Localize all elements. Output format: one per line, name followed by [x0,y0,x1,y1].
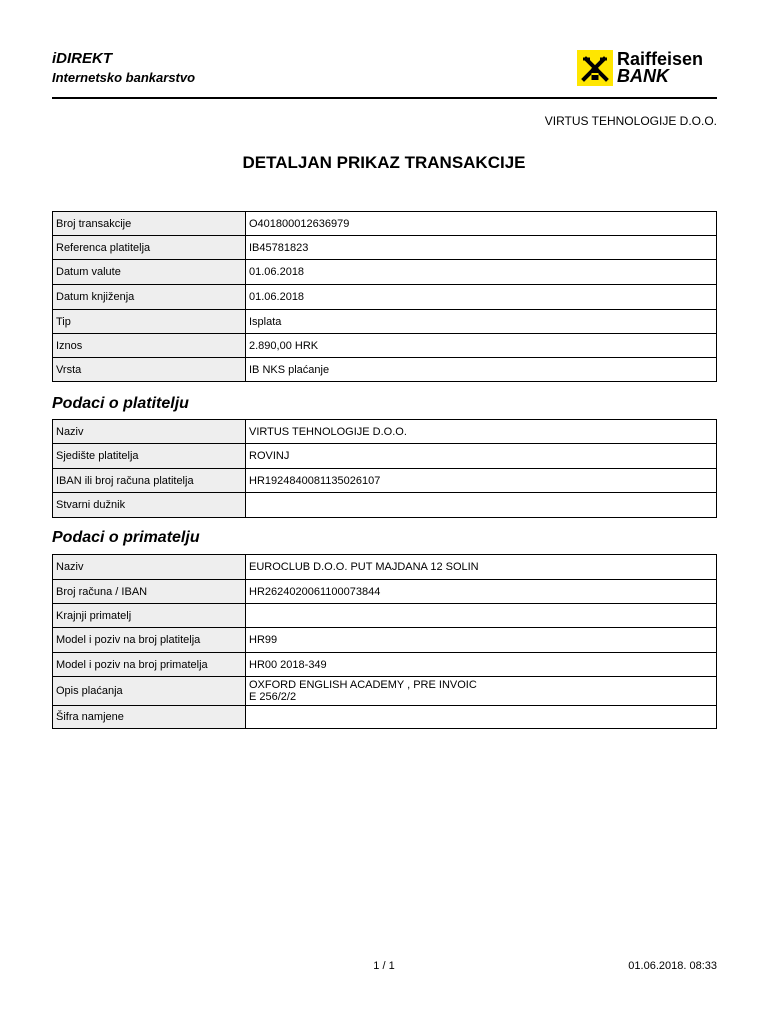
payee-table [52,554,717,729]
table-row [53,493,717,518]
table-row [53,469,717,493]
table-row [53,580,717,604]
payer-section-title: Podaci o platitelju [52,395,189,412]
payee-section-title: Podaci o primatelju [52,529,200,546]
field-label: Broj računa / IBAN [53,580,246,604]
table-row [53,706,717,729]
field-value [246,677,717,706]
field-label: Naziv [53,555,246,580]
field-value: Isplata [246,310,717,334]
table-row [53,653,717,677]
logo-line-2: BANK [616,66,669,86]
page-header [52,48,717,98]
table-row [53,604,717,628]
field-label: Opis plaćanja [53,677,246,706]
table-row [53,310,717,334]
field-value: 01.06.2018 [246,260,717,285]
field-label: Broj transakcije [53,212,246,236]
table-row [53,444,717,469]
field-value: HR2624020061100073844 [246,580,717,604]
field-value [246,493,717,518]
field-label: Datum valute [53,260,246,285]
field-label: Model i poziv na broj primatelja [53,653,246,677]
field-value: IB NKS plaćanje [246,358,717,382]
field-label: Naziv [53,420,246,444]
field-value: O401800012636979 [246,212,717,236]
field-label: Model i poziv na broj platitelja [53,628,246,653]
field-label: Datum knjiženja [53,285,246,310]
bank-logo [577,48,703,88]
table-row [53,358,717,382]
field-value: EUROCLUB D.O.O. PUT MAJDANA 12 SOLIN [246,555,717,580]
table-row [53,555,717,580]
field-value: IB45781823 [246,236,717,260]
table-row [53,420,717,444]
field-value: 2.890,00 HRK [246,334,717,358]
field-value [246,604,717,628]
print-datetime: 01.06.2018. 08:33 [628,960,717,972]
page-title: DETALJAN PRIKAZ TRANSAKCIJE [242,153,526,172]
table-row [53,628,717,653]
brand-title: iDIREKT [52,50,112,67]
field-value: HR1924840081135026107 [246,469,717,493]
table-row [53,212,717,236]
field-label: Iznos [53,334,246,358]
field-value: 01.06.2018 [246,285,717,310]
logo-wordmark [617,51,703,85]
field-value: HR00 2018-349 [246,653,717,677]
raiffeisen-gable-cross-icon [577,50,613,86]
header-divider [52,97,717,99]
table-row [53,677,717,706]
logo-line-1: Raiffeisen [616,49,703,69]
transaction-table [52,211,717,382]
page-number: 1 / 1 [373,960,395,972]
brand-subtitle: Internetsko bankarstvo [52,70,196,85]
field-value: ROVINJ [246,444,717,469]
field-label: Referenca platitelja [53,236,246,260]
table-row [53,236,717,260]
table-row [53,260,717,285]
payment-description-line-2: E 256/2/2 [249,691,297,703]
field-label: Krajnji primatelj [53,604,246,628]
field-label: Šifra namjene [53,706,246,729]
field-value: HR99 [246,628,717,653]
company-name: VIRTUS TEHNOLOGIJE D.O.O. [544,114,717,128]
field-label: Stvarni dužnik [53,493,246,518]
field-label: Vrsta [53,358,246,382]
payer-table [52,419,717,518]
table-row [53,334,717,358]
payment-description-line-1: OXFORD ENGLISH ACADEMY , PRE INVOIC [249,679,477,691]
field-label: Sjedište platitelja [53,444,246,469]
field-value [246,706,717,729]
field-value: VIRTUS TEHNOLOGIJE D.O.O. [246,420,717,444]
field-label: IBAN ili broj računa platitelja [53,469,246,493]
field-label: Tip [53,310,246,334]
table-row [53,285,717,310]
